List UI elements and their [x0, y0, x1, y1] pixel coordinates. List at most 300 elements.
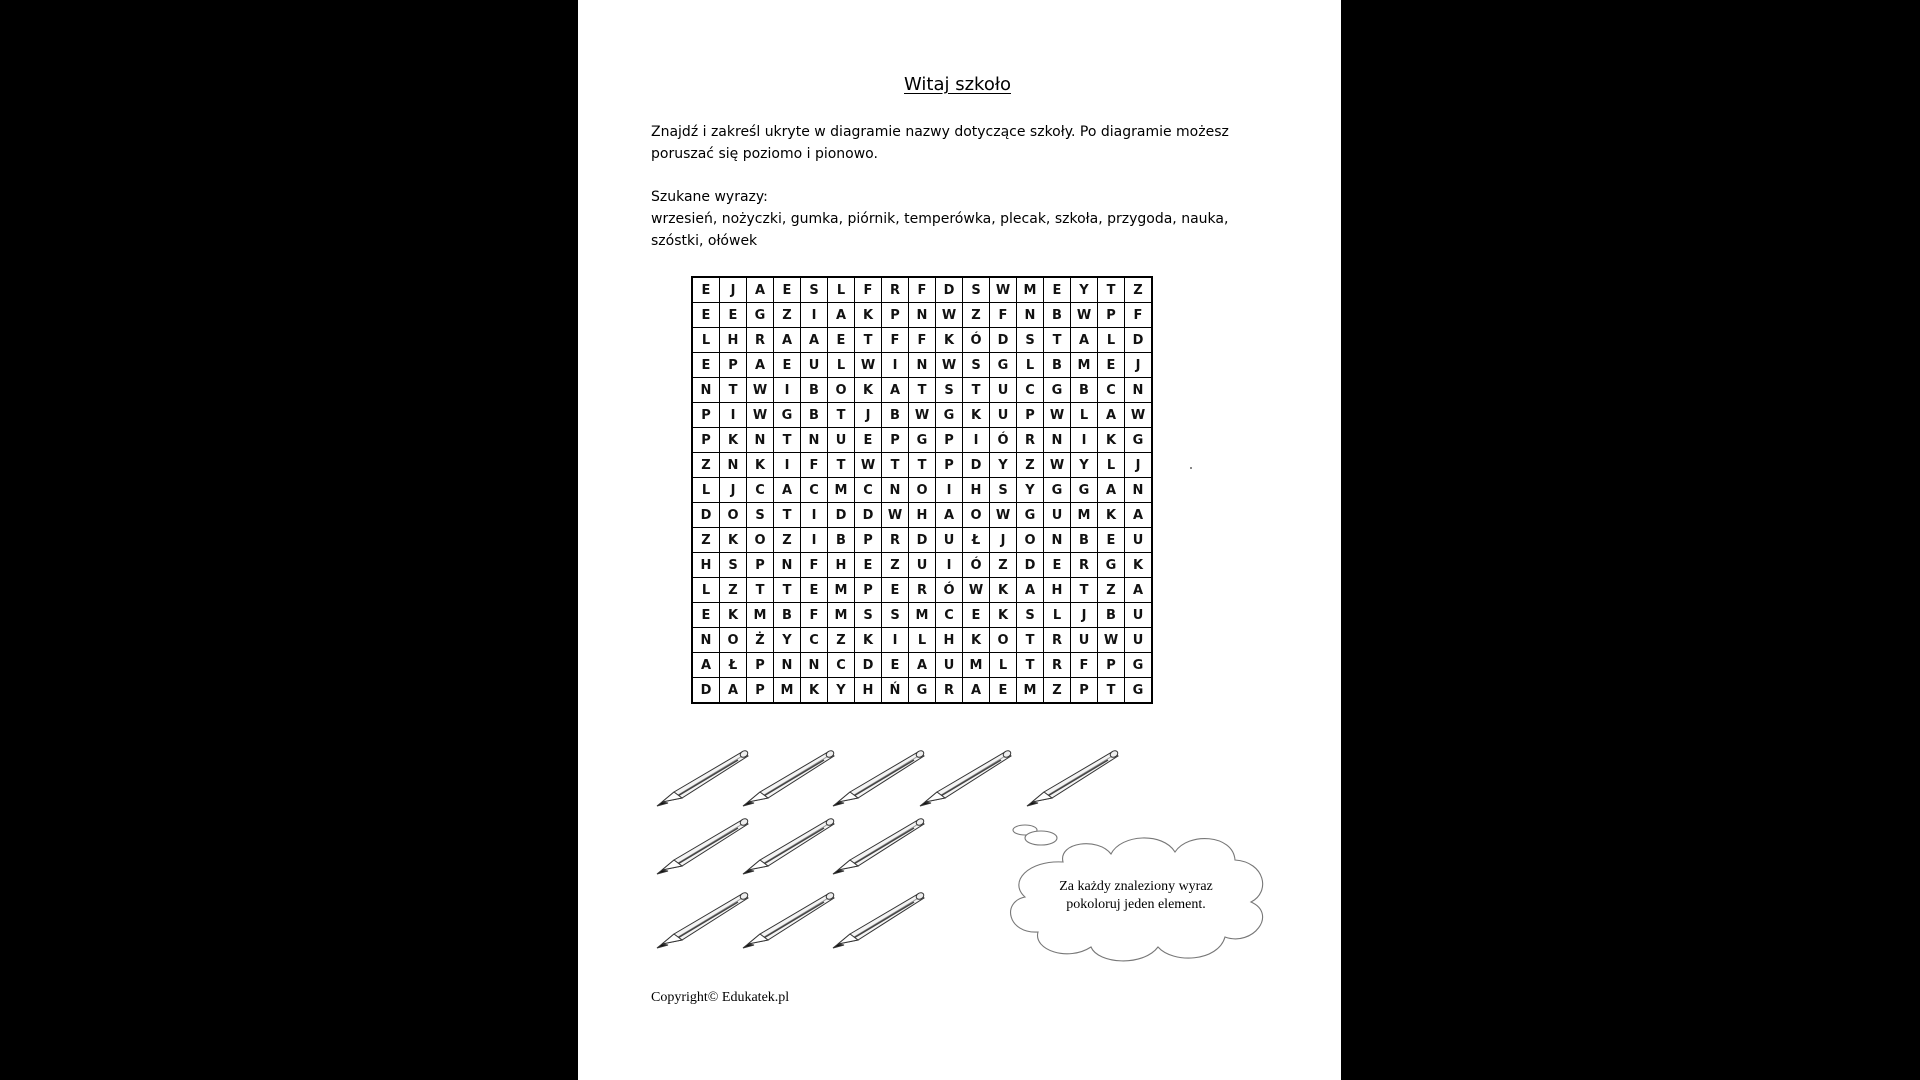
grid-cell[interactable]: G — [1044, 478, 1071, 503]
grid-cell[interactable]: W — [747, 378, 774, 403]
grid-cell[interactable]: F — [801, 553, 828, 578]
grid-cell[interactable]: G — [990, 353, 1017, 378]
grid-cell[interactable]: J — [720, 478, 747, 503]
grid-cell[interactable]: F — [882, 328, 909, 353]
grid-cell[interactable]: P — [1017, 403, 1044, 428]
grid-cell[interactable]: P — [692, 403, 720, 428]
grid-cell[interactable]: R — [1044, 628, 1071, 653]
grid-cell[interactable]: Ó — [963, 328, 990, 353]
speck — [1190, 467, 1192, 469]
grid-cell[interactable]: A — [774, 478, 801, 503]
grid-cell[interactable]: J — [1071, 603, 1098, 628]
grid-cell[interactable]: Y — [774, 628, 801, 653]
grid-cell[interactable]: F — [909, 277, 936, 303]
grid-cell[interactable]: D — [909, 528, 936, 553]
grid-cell[interactable]: B — [1098, 603, 1125, 628]
grid-cell[interactable]: A — [936, 503, 963, 528]
grid-cell[interactable]: R — [1071, 553, 1098, 578]
grid-cell[interactable]: Ń — [882, 678, 909, 704]
grid-cell[interactable]: L — [1071, 403, 1098, 428]
grid-cell[interactable]: L — [828, 277, 855, 303]
grid-cell[interactable]: M — [828, 603, 855, 628]
grid-cell[interactable]: N — [1044, 428, 1071, 453]
grid-cell[interactable]: E — [720, 303, 747, 328]
grid-cell[interactable]: R — [1017, 428, 1044, 453]
grid-cell[interactable]: I — [801, 303, 828, 328]
grid-cell[interactable]: I — [720, 403, 747, 428]
grid-cell[interactable]: T — [909, 378, 936, 403]
grid-cell[interactable]: E — [1044, 553, 1071, 578]
grid-cell[interactable]: L — [1098, 328, 1125, 353]
grid-cell[interactable]: I — [774, 453, 801, 478]
grid-cell[interactable]: W — [855, 453, 882, 478]
grid-cell[interactable]: L — [1044, 603, 1071, 628]
grid-cell[interactable]: H — [855, 678, 882, 704]
grid-cell[interactable]: U — [1071, 628, 1098, 653]
grid-cell[interactable]: H — [692, 553, 720, 578]
grid-cell[interactable]: M — [828, 478, 855, 503]
grid-cell[interactable]: P — [720, 353, 747, 378]
grid-cell[interactable]: U — [1125, 528, 1153, 553]
grid-cell[interactable]: W — [990, 503, 1017, 528]
grid-cell[interactable]: N — [1017, 303, 1044, 328]
grid-cell[interactable]: K — [990, 603, 1017, 628]
grid-cell[interactable]: G — [1071, 478, 1098, 503]
grid-cell[interactable]: Z — [720, 578, 747, 603]
grid-cell[interactable]: A — [747, 353, 774, 378]
grid-cell[interactable]: U — [990, 378, 1017, 403]
grid-cell[interactable]: T — [963, 378, 990, 403]
grid-cell[interactable]: I — [882, 628, 909, 653]
grid-cell[interactable]: C — [801, 628, 828, 653]
grid-cell[interactable]: P — [936, 428, 963, 453]
grid-cell[interactable]: G — [1044, 378, 1071, 403]
grid-cell[interactable]: Ł — [720, 653, 747, 678]
grid-cell[interactable]: Z — [1125, 277, 1153, 303]
grid-cell[interactable]: G — [936, 403, 963, 428]
grid-cell[interactable]: A — [692, 653, 720, 678]
grid-cell[interactable]: E — [774, 353, 801, 378]
grid-cell[interactable]: G — [1125, 678, 1153, 704]
grid-cell[interactable]: D — [692, 503, 720, 528]
grid-cell[interactable]: M — [1071, 503, 1098, 528]
grid-cell[interactable]: W — [936, 353, 963, 378]
grid-cell[interactable]: I — [801, 503, 828, 528]
grid-cell[interactable]: M — [963, 653, 990, 678]
grid-cell[interactable]: C — [828, 653, 855, 678]
grid-cell[interactable]: D — [855, 653, 882, 678]
grid-cell[interactable]: S — [963, 353, 990, 378]
grid-cell[interactable]: E — [882, 653, 909, 678]
grid-cell[interactable]: J — [720, 277, 747, 303]
grid-cell[interactable]: L — [1098, 453, 1125, 478]
grid-cell[interactable]: A — [909, 653, 936, 678]
grid-cell[interactable]: E — [1098, 528, 1125, 553]
grid-cell[interactable]: D — [963, 453, 990, 478]
grid-cell[interactable]: C — [936, 603, 963, 628]
grid-cell[interactable]: S — [747, 503, 774, 528]
grid-cell[interactable]: F — [909, 328, 936, 353]
grid-cell[interactable]: Y — [1071, 277, 1098, 303]
grid-cell[interactable]: T — [909, 453, 936, 478]
grid-cell[interactable]: E — [692, 277, 720, 303]
grid-cell[interactable]: K — [720, 603, 747, 628]
grid-cell[interactable]: I — [774, 378, 801, 403]
grid-cell[interactable]: K — [1125, 553, 1153, 578]
grid-cell[interactable]: P — [1098, 653, 1125, 678]
grid-cell[interactable]: E — [692, 303, 720, 328]
grid-cell[interactable]: Z — [990, 553, 1017, 578]
grid-cell[interactable]: U — [828, 428, 855, 453]
grid-cell[interactable]: F — [855, 277, 882, 303]
grid-cell[interactable]: M — [909, 603, 936, 628]
grid-cell[interactable]: N — [747, 428, 774, 453]
grid-cell[interactable]: P — [747, 678, 774, 704]
grid-cell[interactable]: T — [1017, 653, 1044, 678]
grid-cell[interactable]: Z — [828, 628, 855, 653]
grid-cell[interactable]: B — [801, 378, 828, 403]
grid-cell[interactable]: A — [1098, 403, 1125, 428]
grid-cell[interactable]: T — [1044, 328, 1071, 353]
grid-cell[interactable]: D — [828, 503, 855, 528]
grid-cell[interactable]: D — [855, 503, 882, 528]
grid-cell[interactable]: R — [1044, 653, 1071, 678]
grid-cell[interactable]: M — [774, 678, 801, 704]
grid-cell[interactable]: M — [828, 578, 855, 603]
grid-cell[interactable]: T — [882, 453, 909, 478]
grid-cell[interactable]: L — [1017, 353, 1044, 378]
grid-cell[interactable]: U — [909, 553, 936, 578]
grid-cell[interactable]: J — [855, 403, 882, 428]
grid-cell[interactable]: N — [692, 628, 720, 653]
grid-cell[interactable]: K — [720, 528, 747, 553]
grid-cell[interactable]: N — [1125, 478, 1153, 503]
grid-cell[interactable]: E — [692, 603, 720, 628]
grid-cell[interactable]: Z — [882, 553, 909, 578]
grid-cell[interactable]: L — [990, 653, 1017, 678]
grid-cell[interactable]: K — [855, 303, 882, 328]
grid-cell[interactable]: Y — [990, 453, 1017, 478]
grid-cell[interactable]: D — [692, 678, 720, 704]
grid-cell[interactable]: Y — [828, 678, 855, 704]
grid-cell[interactable]: A — [720, 678, 747, 704]
grid-cell[interactable]: N — [801, 653, 828, 678]
grid-cell[interactable]: I — [801, 528, 828, 553]
word-list-line-1: wrzesień, nożyczki, gumka, piórnik, temperówka, plecak, szkoła, przygoda, nauka, — [651, 211, 1229, 227]
grid-cell[interactable]: D — [1125, 328, 1153, 353]
grid-cell[interactable]: K — [963, 628, 990, 653]
grid-cell[interactable]: L — [692, 478, 720, 503]
page-title — [578, 74, 1341, 95]
grid-cell[interactable]: A — [828, 303, 855, 328]
grid-cell[interactable]: S — [855, 603, 882, 628]
grid-cell[interactable]: T — [828, 403, 855, 428]
grid-cell[interactable]: A — [1071, 328, 1098, 353]
grid-cell[interactable]: F — [1071, 653, 1098, 678]
grid-cell[interactable]: Ó — [990, 428, 1017, 453]
grid-cell[interactable]: P — [882, 303, 909, 328]
grid-row — [692, 303, 1152, 328]
pencil-icon — [1024, 746, 1124, 808]
grid-cell[interactable]: W — [1044, 453, 1071, 478]
grid-cell[interactable]: L — [692, 578, 720, 603]
grid-cell[interactable]: A — [963, 678, 990, 704]
grid-cell[interactable]: B — [1071, 378, 1098, 403]
grid-cell[interactable]: R — [882, 528, 909, 553]
grid-cell[interactable]: H — [828, 553, 855, 578]
grid-cell[interactable]: O — [828, 378, 855, 403]
grid-cell[interactable]: R — [882, 277, 909, 303]
grid-cell[interactable]: N — [909, 353, 936, 378]
grid-row — [692, 277, 1152, 303]
grid-cell[interactable]: R — [909, 578, 936, 603]
grid-cell[interactable]: F — [990, 303, 1017, 328]
grid-cell[interactable]: Z — [692, 453, 720, 478]
grid-cell[interactable]: K — [963, 403, 990, 428]
grid-cell[interactable]: N — [1125, 378, 1153, 403]
grid-cell[interactable]: Z — [963, 303, 990, 328]
grid-cell[interactable]: O — [747, 528, 774, 553]
grid-cell[interactable]: U — [1044, 503, 1071, 528]
grid-cell[interactable]: B — [828, 528, 855, 553]
grid-cell[interactable]: U — [1125, 603, 1153, 628]
grid-cell[interactable]: D — [1017, 553, 1044, 578]
grid-cell[interactable]: G — [774, 403, 801, 428]
grid-cell[interactable]: E — [1044, 277, 1071, 303]
grid-cell[interactable]: Ż — [747, 628, 774, 653]
grid-cell[interactable]: N — [720, 453, 747, 478]
instructions — [651, 121, 1271, 165]
grid-cell[interactable]: O — [990, 628, 1017, 653]
grid-cell[interactable]: B — [1044, 303, 1071, 328]
grid-cell[interactable]: A — [882, 378, 909, 403]
grid-cell[interactable]: S — [882, 603, 909, 628]
grid-cell[interactable]: M — [1017, 277, 1044, 303]
grid-cell[interactable]: I — [936, 478, 963, 503]
grid-cell[interactable]: R — [747, 328, 774, 353]
grid-cell[interactable]: T — [1071, 578, 1098, 603]
grid-cell[interactable]: S — [990, 478, 1017, 503]
grid-cell[interactable]: E — [828, 328, 855, 353]
grid-cell[interactable]: A — [801, 328, 828, 353]
grid-cell[interactable]: G — [747, 303, 774, 328]
grid-cell[interactable]: M — [747, 603, 774, 628]
grid-cell[interactable]: J — [1125, 353, 1153, 378]
grid-cell[interactable]: E — [1098, 353, 1125, 378]
grid-cell[interactable]: S — [936, 378, 963, 403]
grid-cell[interactable]: T — [747, 578, 774, 603]
grid-cell[interactable]: Z — [774, 528, 801, 553]
grid-cell[interactable]: Z — [774, 303, 801, 328]
grid-cell[interactable]: T — [774, 503, 801, 528]
grid-cell[interactable]: A — [747, 277, 774, 303]
grid-cell[interactable]: M — [1071, 353, 1098, 378]
grid-cell[interactable]: S — [1017, 328, 1044, 353]
grid-cell[interactable]: S — [801, 277, 828, 303]
grid-cell[interactable]: N — [774, 553, 801, 578]
grid-cell[interactable]: T — [1017, 628, 1044, 653]
grid-cell[interactable]: E — [692, 353, 720, 378]
grid-cell[interactable]: Ó — [936, 578, 963, 603]
grid-cell[interactable]: H — [720, 328, 747, 353]
grid-cell[interactable]: G — [1125, 653, 1153, 678]
grid-cell[interactable]: K — [801, 678, 828, 704]
grid-cell[interactable]: E — [963, 603, 990, 628]
grid-cell[interactable]: B — [1071, 528, 1098, 553]
grid-cell[interactable]: K — [936, 328, 963, 353]
grid-cell[interactable]: B — [882, 403, 909, 428]
grid-cell[interactable]: A — [774, 328, 801, 353]
instructions-line-1: Znajdź i zakreśl ukryte w diagramie nazwy dotyczące szkoły. Po diagramie możesz — [651, 124, 1229, 140]
grid-cell[interactable]: O — [963, 503, 990, 528]
grid-cell[interactable]: C — [801, 478, 828, 503]
grid-cell[interactable]: B — [801, 403, 828, 428]
grid-cell[interactable]: W — [882, 503, 909, 528]
grid-cell[interactable]: Z — [1098, 578, 1125, 603]
grid-cell[interactable]: Ó — [963, 553, 990, 578]
grid-cell[interactable]: P — [882, 428, 909, 453]
grid-cell[interactable]: N — [909, 303, 936, 328]
grid-cell[interactable]: L — [909, 628, 936, 653]
grid-cell[interactable]: J — [1125, 453, 1153, 478]
grid-cell[interactable]: H — [909, 503, 936, 528]
grid-cell[interactable]: E — [801, 578, 828, 603]
grid-cell[interactable]: N — [774, 653, 801, 678]
grid-cell[interactable]: R — [936, 678, 963, 704]
grid-cell[interactable]: P — [1098, 303, 1125, 328]
grid-cell[interactable]: S — [1017, 603, 1044, 628]
grid-cell[interactable]: W — [990, 277, 1017, 303]
grid-cell[interactable]: G — [1125, 428, 1153, 453]
grid-cell[interactable]: W — [936, 303, 963, 328]
grid-cell[interactable]: G — [1098, 553, 1125, 578]
grid-cell[interactable]: C — [1098, 378, 1125, 403]
grid-cell[interactable]: U — [801, 353, 828, 378]
grid-cell[interactable]: T — [774, 428, 801, 453]
grid-cell[interactable]: E — [774, 277, 801, 303]
grid-cell[interactable]: G — [909, 428, 936, 453]
grid-cell[interactable]: K — [855, 378, 882, 403]
grid-cell[interactable]: K — [1098, 503, 1125, 528]
grid-row — [692, 478, 1152, 503]
grid-cell[interactable]: P — [855, 528, 882, 553]
grid-cell[interactable]: H — [963, 478, 990, 503]
grid-cell[interactable]: C — [855, 478, 882, 503]
pencil-icon — [654, 888, 754, 950]
grid-cell[interactable]: I — [936, 553, 963, 578]
grid-cell[interactable]: I — [963, 428, 990, 453]
grid-cell[interactable]: E — [882, 578, 909, 603]
grid-cell[interactable]: U — [936, 528, 963, 553]
grid-cell[interactable]: U — [936, 653, 963, 678]
grid-cell[interactable]: P — [747, 553, 774, 578]
grid-cell[interactable]: A — [1125, 578, 1153, 603]
grid-cell[interactable]: E — [855, 553, 882, 578]
grid-cell[interactable]: Z — [1017, 453, 1044, 478]
copyright: Copyright© Edukatek.pl — [651, 990, 790, 1005]
grid-cell[interactable]: S — [720, 553, 747, 578]
grid-cell[interactable]: N — [882, 478, 909, 503]
grid-cell[interactable]: N — [801, 428, 828, 453]
grid-cell[interactable]: G — [1017, 503, 1044, 528]
grid-cell[interactable]: B — [1044, 353, 1071, 378]
grid-cell[interactable]: C — [1017, 378, 1044, 403]
grid-cell[interactable]: B — [774, 603, 801, 628]
grid-cell[interactable]: W — [909, 403, 936, 428]
grid-cell[interactable]: N — [692, 378, 720, 403]
grid-cell[interactable]: W — [855, 353, 882, 378]
grid-cell[interactable]: D — [990, 328, 1017, 353]
grid-cell[interactable]: U — [1125, 628, 1153, 653]
grid-cell[interactable]: W — [963, 578, 990, 603]
grid-cell[interactable]: P — [936, 453, 963, 478]
grid-cell[interactable]: T — [1098, 678, 1125, 704]
grid-cell[interactable]: A — [1017, 578, 1044, 603]
grid-cell[interactable]: P — [747, 653, 774, 678]
grid-cell[interactable]: H — [936, 628, 963, 653]
grid-cell[interactable]: H — [1044, 578, 1071, 603]
grid-cell[interactable]: J — [990, 528, 1017, 553]
grid-cell[interactable]: F — [801, 453, 828, 478]
grid-cell[interactable]: Z — [1044, 678, 1071, 704]
grid-cell[interactable]: M — [1017, 678, 1044, 704]
grid-cell[interactable]: K — [990, 578, 1017, 603]
grid-cell[interactable]: D — [936, 277, 963, 303]
grid-cell[interactable]: F — [801, 603, 828, 628]
grid-cell[interactable]: A — [1125, 503, 1153, 528]
grid-cell[interactable]: T — [828, 453, 855, 478]
grid-cell[interactable]: P — [1071, 678, 1098, 704]
grid-cell[interactable]: E — [990, 678, 1017, 704]
grid-cell[interactable]: K — [1098, 428, 1125, 453]
grid-cell[interactable]: N — [1044, 528, 1071, 553]
grid-cell[interactable]: U — [990, 403, 1017, 428]
grid-cell[interactable]: W — [747, 403, 774, 428]
grid-cell[interactable]: P — [692, 428, 720, 453]
grid-cell[interactable]: F — [1125, 303, 1153, 328]
grid-cell[interactable]: W — [1098, 628, 1125, 653]
grid-cell[interactable]: O — [720, 503, 747, 528]
grid-cell[interactable]: I — [1071, 428, 1098, 453]
grid-cell[interactable]: T — [720, 378, 747, 403]
grid-cell[interactable]: O — [1017, 528, 1044, 553]
grid-cell[interactable]: K — [720, 428, 747, 453]
grid-cell[interactable]: Z — [692, 528, 720, 553]
grid-cell[interactable]: O — [720, 628, 747, 653]
grid-cell[interactable]: O — [909, 478, 936, 503]
grid-cell[interactable]: K — [855, 628, 882, 653]
grid-cell[interactable]: K — [747, 453, 774, 478]
grid-cell[interactable]: Y — [1017, 478, 1044, 503]
grid-cell[interactable]: A — [1098, 478, 1125, 503]
grid-cell[interactable]: E — [855, 428, 882, 453]
grid-cell[interactable]: T — [1098, 277, 1125, 303]
grid-cell[interactable]: P — [855, 578, 882, 603]
grid-cell[interactable]: I — [882, 353, 909, 378]
grid-cell[interactable]: T — [774, 578, 801, 603]
grid-cell[interactable]: T — [855, 328, 882, 353]
grid-cell[interactable]: L — [692, 328, 720, 353]
grid-cell[interactable]: L — [828, 353, 855, 378]
grid-cell[interactable]: G — [909, 678, 936, 704]
grid-cell[interactable]: S — [963, 277, 990, 303]
grid-cell[interactable]: Ł — [963, 528, 990, 553]
grid-cell[interactable]: C — [747, 478, 774, 503]
grid-cell[interactable]: W — [1125, 403, 1153, 428]
grid-cell[interactable]: W — [1071, 303, 1098, 328]
grid-cell[interactable]: Y — [1071, 453, 1098, 478]
grid-cell[interactable]: W — [1044, 403, 1071, 428]
